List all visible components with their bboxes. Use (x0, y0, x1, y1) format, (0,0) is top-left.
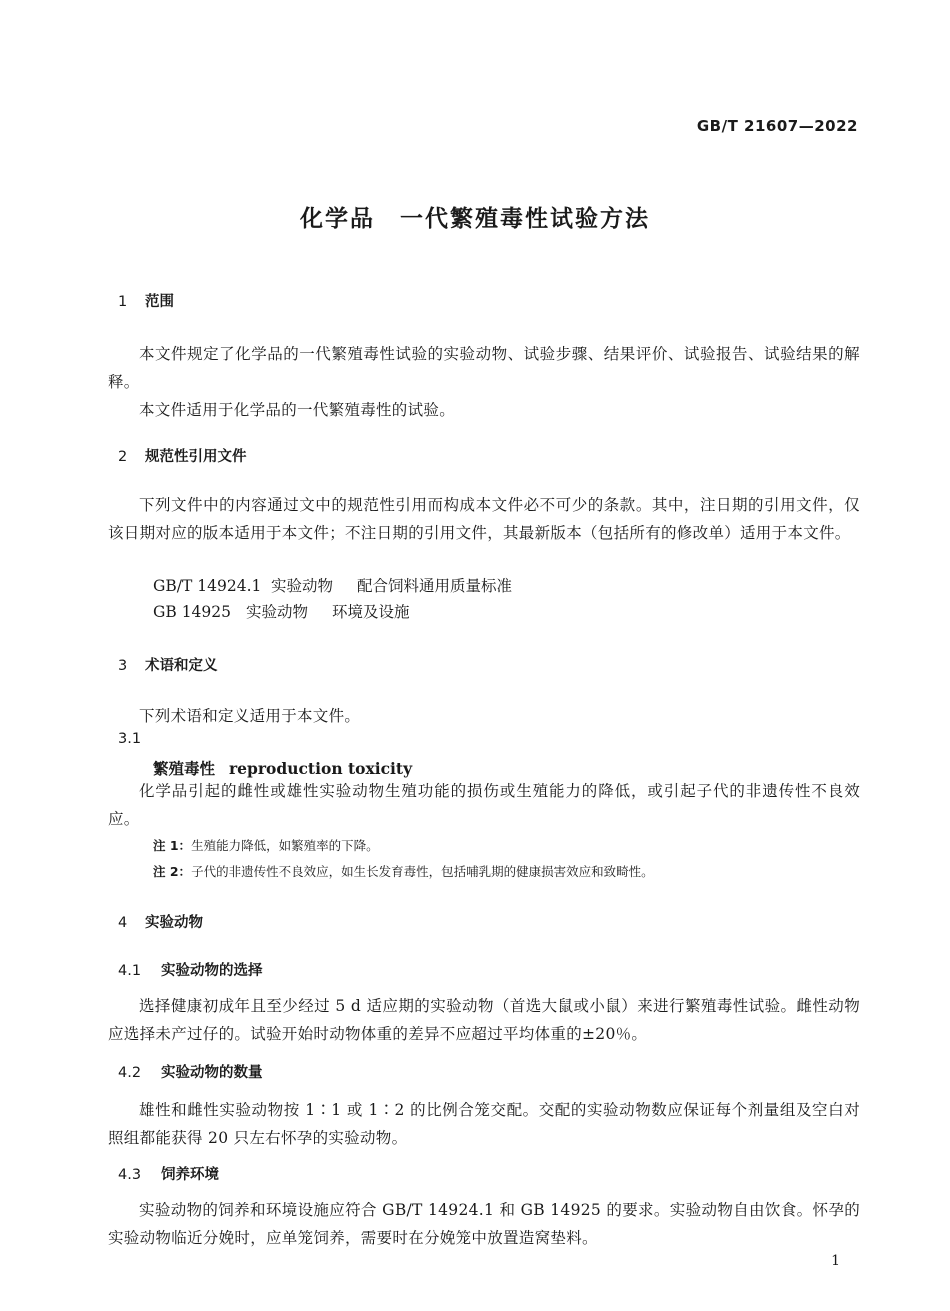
subsection-title: 实验动物的数量 (161, 1065, 263, 1081)
subsection-number: 4.3 (118, 1167, 142, 1183)
subsection-4-2-paragraph: 雄性和雌性实验动物按 1∶1 或 1∶2 的比例合笼交配。交配的实验动物数应保证每个剂量组及空白对照组都能获得 20 只左右怀孕的实验动物。 (108, 1101, 860, 1147)
section-title: 范围 (145, 294, 174, 310)
subsection-4-3-paragraph: 实验动物的饲养和环境设施应符合 GB/T 14924.1 和 GB 14925 的要求。实验动物自由饮食。怀孕的实验动物临近分娩时，应单笼饲养，需要时在分娩笼中放置造窝垫料。 (108, 1201, 860, 1247)
section-2-heading (118, 445, 247, 466)
reference-part-b: 配合饲料通用质量标准 (357, 577, 513, 595)
subsection-4-1-heading (118, 959, 263, 980)
section-3-paragraph: 下列术语和定义适用于本文件。 (139, 707, 361, 725)
section-1-heading (118, 290, 174, 311)
reference-code: GB/T 14924.1 (153, 577, 262, 595)
section-title: 规范性引用文件 (145, 449, 247, 465)
subsection-3-1-number: 3.1 (118, 731, 142, 747)
section-title: 实验动物 (145, 915, 203, 931)
reference-code: GB 14925 (153, 603, 232, 621)
term-chinese: 繁殖毒性 (153, 760, 216, 778)
subsection-4-1-paragraph: 选择健康初成年且至少经过 5 d 适应期的实验动物（首选大鼠或小鼠）来进行繁殖毒性试验。雌性动物应选择未产过仔的。试验开始时动物体重的差异不应超过平均体重的±20％。 (108, 997, 860, 1043)
note-label: 注 1： (153, 838, 192, 853)
section-1-paragraph-1: 本文件规定了化学品的一代繁殖毒性试验的实验动物、试验步骤、结果评价、试验报告、试验结果的解释。 (108, 345, 860, 391)
section-3-heading (118, 654, 218, 675)
subsection-4-2-heading (118, 1061, 263, 1082)
note-1 (153, 836, 379, 854)
note-label: 注 2： (153, 864, 192, 879)
section-number: 2 (118, 449, 128, 465)
section-1-paragraph-2: 本文件适用于化学品的一代繁殖毒性的试验。 (139, 401, 456, 419)
standard-code: GB/T 21607—2022 (696, 117, 858, 135)
subsection-number: 4.1 (118, 963, 142, 979)
section-2-paragraph: 下列文件中的内容通过文中的规范性引用而构成本文件必不可少的条款。其中，注日期的引用文件，仅该日期对应的版本适用于本文件；不注日期的引用文件，其最新版本（包括所有的修改单）适用于本文件。 (108, 496, 860, 542)
document-title: 化学品 一代繁殖毒性试验方法 (300, 206, 650, 232)
subsection-4-3-heading (118, 1163, 219, 1184)
term-english: reproduction toxicity (229, 759, 413, 778)
subsection-number: 4.2 (118, 1065, 142, 1081)
section-title: 术语和定义 (145, 658, 218, 674)
note-2 (153, 862, 654, 880)
reference-part-a: 实验动物 (271, 577, 334, 595)
reference-item (153, 600, 410, 622)
section-number: 3 (118, 658, 128, 674)
reference-part-b: 环境及设施 (332, 603, 410, 621)
page-number: 1 (831, 1253, 840, 1269)
reference-item (153, 574, 512, 596)
note-text: 生殖能力降低，如繁殖率的下降。 (191, 838, 379, 853)
section-4-heading (118, 911, 203, 932)
term-definition: 化学品引起的雌性或雄性实验动物生殖功能的损伤或生殖能力的降低，或引起子代的非遗传性不良效应。 (108, 782, 860, 828)
section-number: 1 (118, 294, 128, 310)
section-number: 4 (118, 915, 128, 931)
subsection-title: 实验动物的选择 (161, 963, 263, 979)
term-entry (153, 757, 412, 779)
reference-part-a: 实验动物 (246, 603, 309, 621)
note-text: 子代的非遗传性不良效应，如生长发育毒性，包括哺乳期的健康损害效应和致畸性。 (191, 864, 654, 879)
subsection-title: 饲养环境 (161, 1167, 219, 1183)
